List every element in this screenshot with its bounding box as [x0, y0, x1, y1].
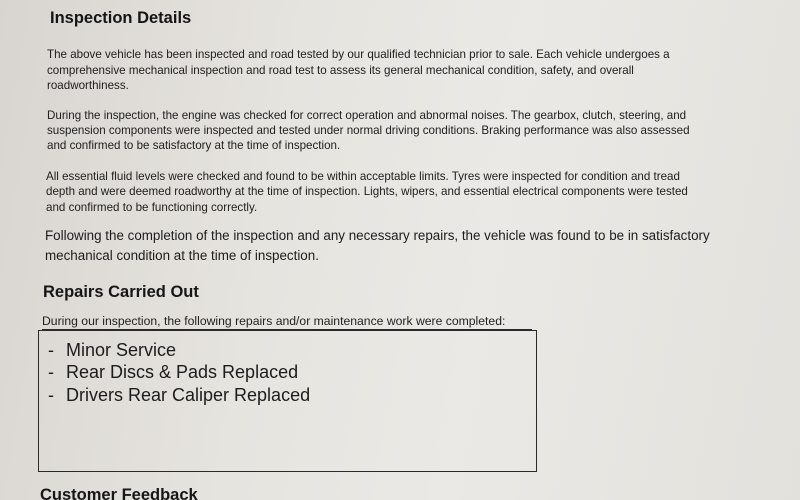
customer-feedback-heading: Customer Feedback: [40, 486, 198, 500]
bullet-dash: -: [48, 385, 54, 405]
repairs-intro: During our inspection, the following repairs and/or maintenance work were completed:: [42, 314, 506, 328]
repair-item-label: Drivers Rear Caliper Replaced: [66, 385, 311, 405]
para-1-line-1: The above vehicle has been inspected and road tested by our qualified technician prior to sale. Each vehicle undergoes a: [47, 48, 670, 61]
repair-item: [48, 385, 310, 406]
repair-item-label: Rear Discs & Pads Replaced: [66, 362, 299, 382]
para-1-line-3: roadworthiness.: [47, 79, 129, 92]
bullet-dash: -: [48, 340, 54, 360]
para-2-line-2: suspension components were inspected and tested under normal driving conditions. Braking performance was also assessed: [47, 124, 690, 137]
para-4-line-2: mechanical condition at the time of inspection.: [45, 248, 319, 263]
inspection-details-heading: Inspection Details: [50, 9, 192, 27]
para-3-line-1: All essential fluid levels were checked and found to be within acceptable limits. Tyres were inspected for condition and tread: [46, 170, 680, 183]
repair-item: [48, 340, 176, 361]
repair-item: [48, 362, 298, 383]
repair-item-label: Minor Service: [66, 340, 177, 360]
bullet-dash: -: [48, 362, 54, 382]
para-3-line-2: depth and were deemed roadworthy at the time of inspection. Lights, wipers, and essential electrical components were tested: [46, 185, 688, 198]
para-1-line-2: comprehensive mechanical inspection and road test to assess its general mechanical condition, safety, and overall: [47, 64, 634, 77]
para-3-line-3: and confirmed to be functioning correctly.: [46, 201, 258, 214]
repairs-heading: Repairs Carried Out: [43, 283, 199, 301]
para-2-line-3: and confirmed to be satisfactory at the time of inspection.: [47, 139, 341, 152]
para-2-line-1: During the inspection, the engine was checked for correct operation and abnormal noises. The gearbox, clutch, steering, and: [47, 109, 687, 122]
para-4-line-1: Following the completion of the inspection and any necessary repairs, the vehicle was found to be in satisfactory: [45, 228, 710, 243]
